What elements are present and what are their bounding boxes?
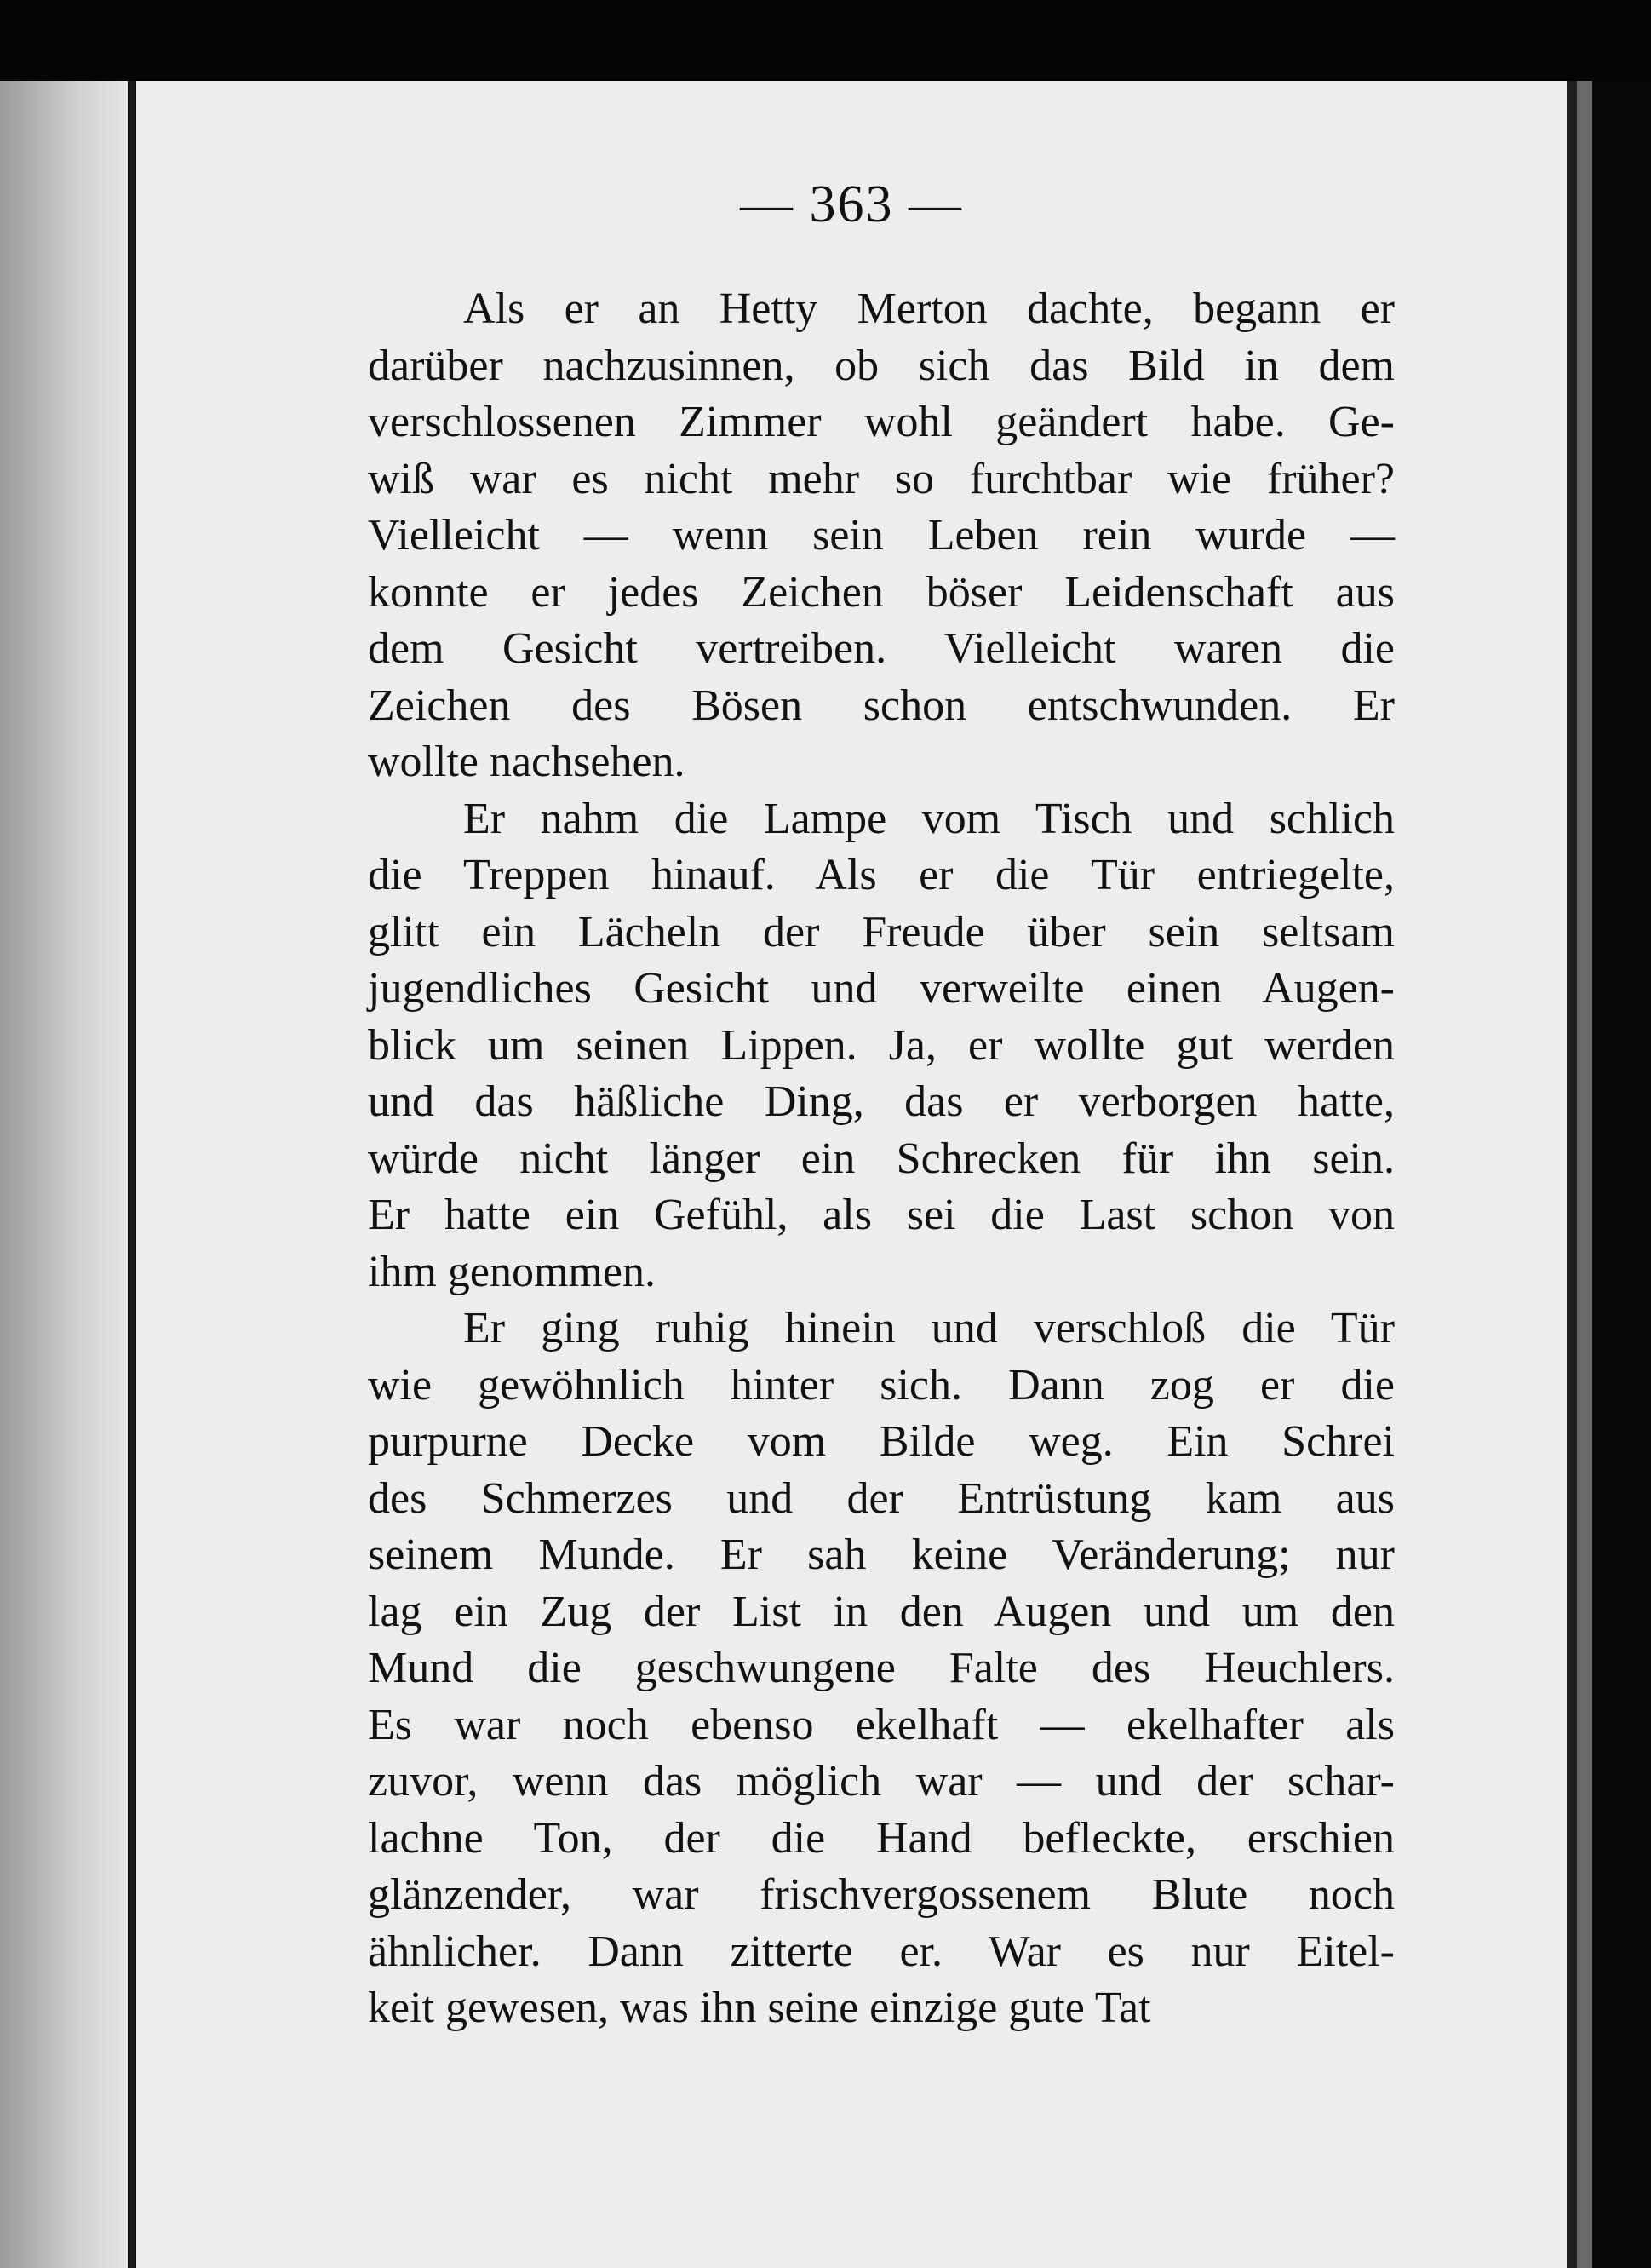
text-line: purpurne Decke vom Bilde weg. Ein Schrei: [368, 1417, 1395, 1466]
text-line: ähnlicher. Dann zitterte er. War es nur Eitel-: [368, 1926, 1395, 1976]
text-line: Mund die geschwungene Falte des Heuchlers.: [368, 1644, 1395, 1692]
text-line: ihm genommen.: [368, 1247, 656, 1296]
scan-margin: [1592, 81, 1651, 2268]
text-line: wiß war es nicht mehr so furchtbar wie früher?: [368, 454, 1395, 503]
page-number: — 363 —: [740, 175, 963, 233]
text-line: glänzender, war frischvergossenem Blute noch: [368, 1870, 1395, 1919]
text-line: zuvor, wenn das möglich war — und der schar-: [368, 1757, 1395, 1806]
text-line: lachne Ton, der die Hand befleckte, erschien: [368, 1813, 1395, 1863]
text-line: Er ging ruhig hinein und verschloß die Tür: [463, 1304, 1395, 1352]
binding-strip: [1577, 81, 1592, 2268]
text-line: jugendliches Gesicht und verweilte einen Augen-: [368, 964, 1395, 1013]
page-right-border: [1567, 81, 1577, 2268]
text-line: verschlossenen Zimmer wohl geändert habe. Ge-: [368, 398, 1395, 446]
text-line: dem Gesicht vertreiben. Vielleicht waren die: [368, 624, 1395, 673]
text-line: Er hatte ein Gefühl, als sei die Last schon von: [368, 1191, 1395, 1239]
facing-page-edge: [0, 81, 128, 2268]
text-line: wie gewöhnlich hinter sich. Dann zog er die: [368, 1360, 1395, 1410]
text-line: Zeichen des Bösen schon entschwunden. Er: [368, 680, 1395, 730]
text-line: konnte er jedes Zeichen böser Leidenschaft aus: [368, 567, 1395, 617]
text-line: lag ein Zug der List in den Augen und um den: [368, 1587, 1395, 1636]
text-line: Als er an Hetty Merton dachte, begann er: [463, 284, 1395, 333]
paragraph: [368, 791, 1395, 1301]
text-line: darüber nachzusinnen, ob sich das Bild in dem: [368, 341, 1395, 390]
text-line: glitt ein Lächeln der Freude über sein seltsam: [368, 907, 1395, 956]
text-line: und das häßliche Ding, das er verborgen hatte,: [368, 1077, 1395, 1126]
page-left-border: [129, 81, 135, 2268]
text-line: die Treppen hinauf. Als er die Tür entriegelte,: [368, 851, 1395, 899]
text-line: wollte nachsehen.: [368, 738, 685, 786]
text-line: Vielleicht — wenn sein Leben rein wurde —: [368, 511, 1395, 560]
text-line: seinem Munde. Er sah keine Veränderung; nur: [368, 1530, 1395, 1579]
text-line: würde nicht länger ein Schrecken für ihn sein.: [368, 1134, 1395, 1183]
text-line: Es war noch ebenso ekelhaft — ekelhafter als: [368, 1700, 1395, 1749]
paragraph: [368, 1301, 1395, 2037]
text-line: Er nahm die Lampe vom Tisch und schlich: [463, 794, 1395, 843]
body-text: [368, 281, 1395, 2037]
text-line: des Schmerzes und der Entrüstung kam aus: [368, 1473, 1395, 1523]
paragraph: [368, 281, 1395, 791]
text-line: keit gewesen, was ihn seine einzige gute Tat: [368, 1984, 1151, 2032]
text-line: blick um seinen Lippen. Ja, er wollte gut werden: [368, 1020, 1395, 1070]
